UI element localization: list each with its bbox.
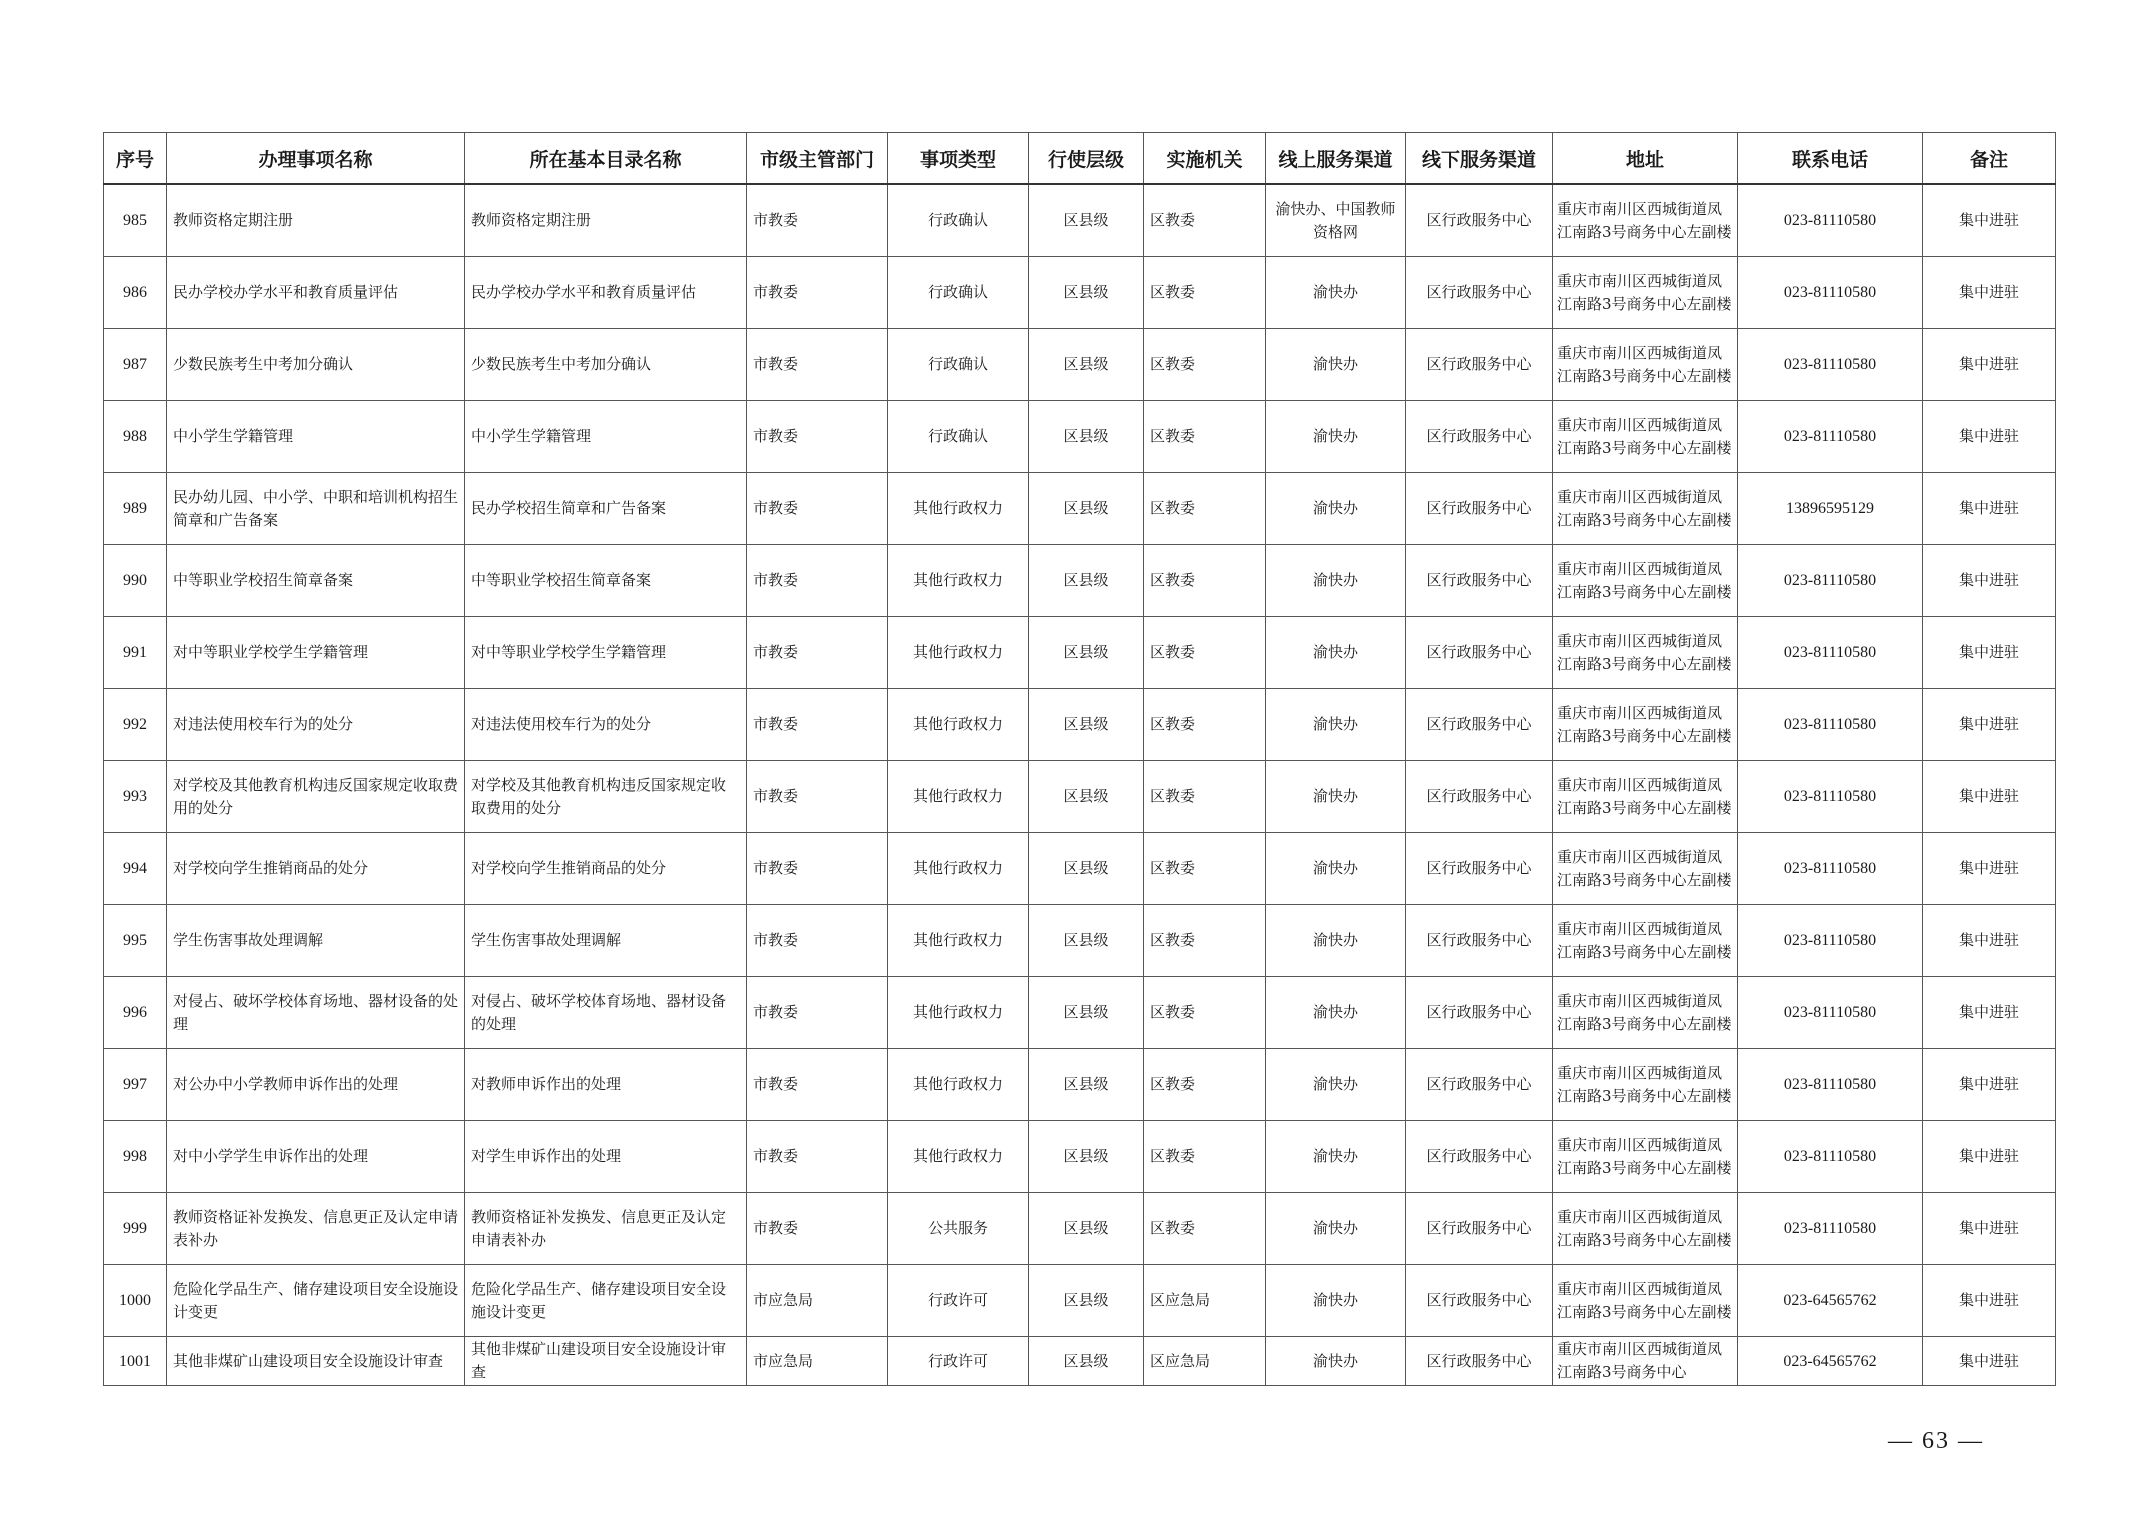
cell-online-channel: 渝快办 bbox=[1266, 1337, 1406, 1386]
cell-remark: 集中进驻 bbox=[1923, 329, 2056, 401]
cell-agency: 区教委 bbox=[1144, 329, 1266, 401]
cell-address: 重庆市南川区西城街道凤江南路3号商务中心左副楼 bbox=[1553, 977, 1738, 1049]
cell-city-dept: 市教委 bbox=[747, 833, 888, 905]
cell-city-dept: 市应急局 bbox=[747, 1337, 888, 1386]
cell-no: 993 bbox=[104, 761, 167, 833]
cell-remark: 集中进驻 bbox=[1923, 1121, 2056, 1193]
cell-remark: 集中进驻 bbox=[1923, 545, 2056, 617]
cell-item-type: 其他行政权力 bbox=[888, 545, 1029, 617]
cell-remark: 集中进驻 bbox=[1923, 689, 2056, 761]
cell-no: 1001 bbox=[104, 1337, 167, 1386]
cell-catalog-name: 对学校及其他教育机构违反国家规定收取费用的处分 bbox=[465, 761, 747, 833]
cell-catalog-name: 对学生申诉作出的处理 bbox=[465, 1121, 747, 1193]
table-row bbox=[104, 1193, 2056, 1265]
cell-catalog-name: 危险化学品生产、储存建设项目安全设施设计变更 bbox=[465, 1265, 747, 1337]
cell-offline-channel: 区行政服务中心 bbox=[1406, 617, 1553, 689]
table-row bbox=[104, 689, 2056, 761]
cell-online-channel: 渝快办 bbox=[1266, 761, 1406, 833]
table-row bbox=[104, 545, 2056, 617]
cell-no: 998 bbox=[104, 1121, 167, 1193]
cell-remark: 集中进驻 bbox=[1923, 473, 2056, 545]
cell-catalog-name: 对违法使用校车行为的处分 bbox=[465, 689, 747, 761]
cell-phone: 023-81110580 bbox=[1738, 833, 1923, 905]
cell-phone: 023-81110580 bbox=[1738, 977, 1923, 1049]
cell-level: 区县级 bbox=[1029, 1193, 1144, 1265]
cell-phone: 023-81110580 bbox=[1738, 905, 1923, 977]
cell-no: 997 bbox=[104, 1049, 167, 1121]
header-address: 地址 bbox=[1553, 133, 1738, 185]
cell-no: 985 bbox=[104, 184, 167, 257]
cell-city-dept: 市教委 bbox=[747, 689, 888, 761]
table-row bbox=[104, 1121, 2056, 1193]
cell-item-name: 对中等职业学校学生学籍管理 bbox=[167, 617, 465, 689]
cell-item-name: 少数民族考生中考加分确认 bbox=[167, 329, 465, 401]
cell-offline-channel: 区行政服务中心 bbox=[1406, 401, 1553, 473]
cell-agency: 区教委 bbox=[1144, 833, 1266, 905]
cell-city-dept: 市教委 bbox=[747, 1049, 888, 1121]
cell-item-type: 其他行政权力 bbox=[888, 689, 1029, 761]
cell-online-channel: 渝快办、中国教师资格网 bbox=[1266, 184, 1406, 257]
cell-level: 区县级 bbox=[1029, 689, 1144, 761]
cell-address: 重庆市南川区西城街道凤江南路3号商务中心左副楼 bbox=[1553, 473, 1738, 545]
cell-online-channel: 渝快办 bbox=[1266, 401, 1406, 473]
cell-offline-channel: 区行政服务中心 bbox=[1406, 184, 1553, 257]
cell-city-dept: 市教委 bbox=[747, 401, 888, 473]
cell-phone: 023-64565762 bbox=[1738, 1337, 1923, 1386]
cell-address: 重庆市南川区西城街道凤江南路3号商务中心左副楼 bbox=[1553, 257, 1738, 329]
cell-online-channel: 渝快办 bbox=[1266, 1193, 1406, 1265]
cell-city-dept: 市教委 bbox=[747, 977, 888, 1049]
header-no: 序号 bbox=[104, 133, 167, 185]
cell-item-name: 对违法使用校车行为的处分 bbox=[167, 689, 465, 761]
cell-online-channel: 渝快办 bbox=[1266, 977, 1406, 1049]
cell-online-channel: 渝快办 bbox=[1266, 905, 1406, 977]
cell-offline-channel: 区行政服务中心 bbox=[1406, 1193, 1553, 1265]
cell-address: 重庆市南川区西城街道凤江南路3号商务中心 bbox=[1553, 1337, 1738, 1386]
table-row bbox=[104, 1265, 2056, 1337]
table-row bbox=[104, 761, 2056, 833]
cell-item-type: 其他行政权力 bbox=[888, 1049, 1029, 1121]
cell-address: 重庆市南川区西城街道凤江南路3号商务中心左副楼 bbox=[1553, 689, 1738, 761]
cell-level: 区县级 bbox=[1029, 257, 1144, 329]
table-row bbox=[104, 905, 2056, 977]
cell-offline-channel: 区行政服务中心 bbox=[1406, 761, 1553, 833]
cell-catalog-name: 中小学生学籍管理 bbox=[465, 401, 747, 473]
cell-offline-channel: 区行政服务中心 bbox=[1406, 473, 1553, 545]
cell-level: 区县级 bbox=[1029, 977, 1144, 1049]
cell-item-name: 教师资格证补发换发、信息更正及认定申请表补办 bbox=[167, 1193, 465, 1265]
cell-offline-channel: 区行政服务中心 bbox=[1406, 257, 1553, 329]
cell-agency: 区教委 bbox=[1144, 1193, 1266, 1265]
cell-agency: 区教委 bbox=[1144, 401, 1266, 473]
cell-level: 区县级 bbox=[1029, 1265, 1144, 1337]
cell-item-name: 对侵占、破坏学校体育场地、器材设备的处理 bbox=[167, 977, 465, 1049]
cell-online-channel: 渝快办 bbox=[1266, 545, 1406, 617]
cell-offline-channel: 区行政服务中心 bbox=[1406, 689, 1553, 761]
cell-agency: 区教委 bbox=[1144, 689, 1266, 761]
cell-item-type: 行政许可 bbox=[888, 1265, 1029, 1337]
cell-remark: 集中进驻 bbox=[1923, 1337, 2056, 1386]
cell-address: 重庆市南川区西城街道凤江南路3号商务中心左副楼 bbox=[1553, 329, 1738, 401]
cell-agency: 区教委 bbox=[1144, 905, 1266, 977]
cell-offline-channel: 区行政服务中心 bbox=[1406, 905, 1553, 977]
cell-phone: 023-81110580 bbox=[1738, 1193, 1923, 1265]
cell-remark: 集中进驻 bbox=[1923, 1193, 2056, 1265]
cell-offline-channel: 区行政服务中心 bbox=[1406, 1121, 1553, 1193]
cell-city-dept: 市教委 bbox=[747, 257, 888, 329]
cell-catalog-name: 学生伤害事故处理调解 bbox=[465, 905, 747, 977]
cell-agency: 区教委 bbox=[1144, 617, 1266, 689]
cell-remark: 集中进驻 bbox=[1923, 401, 2056, 473]
table-row bbox=[104, 977, 2056, 1049]
cell-level: 区县级 bbox=[1029, 1049, 1144, 1121]
table-row bbox=[104, 833, 2056, 905]
cell-no: 995 bbox=[104, 905, 167, 977]
cell-no: 990 bbox=[104, 545, 167, 617]
cell-level: 区县级 bbox=[1029, 833, 1144, 905]
cell-item-name: 危险化学品生产、储存建设项目安全设施设计变更 bbox=[167, 1265, 465, 1337]
cell-level: 区县级 bbox=[1029, 545, 1144, 617]
cell-city-dept: 市教委 bbox=[747, 1193, 888, 1265]
cell-item-type: 其他行政权力 bbox=[888, 761, 1029, 833]
cell-agency: 区应急局 bbox=[1144, 1265, 1266, 1337]
cell-city-dept: 市应急局 bbox=[747, 1265, 888, 1337]
cell-item-name: 教师资格定期注册 bbox=[167, 184, 465, 257]
header-online-channel: 线上服务渠道 bbox=[1266, 133, 1406, 185]
cell-no: 999 bbox=[104, 1193, 167, 1265]
cell-item-type: 行政确认 bbox=[888, 329, 1029, 401]
cell-offline-channel: 区行政服务中心 bbox=[1406, 977, 1553, 1049]
cell-remark: 集中进驻 bbox=[1923, 833, 2056, 905]
cell-catalog-name: 民办学校招生简章和广告备案 bbox=[465, 473, 747, 545]
cell-catalog-name: 民办学校办学水平和教育质量评估 bbox=[465, 257, 747, 329]
table-row bbox=[104, 401, 2056, 473]
cell-city-dept: 市教委 bbox=[747, 184, 888, 257]
cell-agency: 区教委 bbox=[1144, 257, 1266, 329]
cell-phone: 023-81110580 bbox=[1738, 545, 1923, 617]
cell-city-dept: 市教委 bbox=[747, 617, 888, 689]
cell-remark: 集中进驻 bbox=[1923, 1265, 2056, 1337]
cell-online-channel: 渝快办 bbox=[1266, 1049, 1406, 1121]
cell-item-name: 民办学校办学水平和教育质量评估 bbox=[167, 257, 465, 329]
table-row bbox=[104, 473, 2056, 545]
cell-phone: 023-81110580 bbox=[1738, 1121, 1923, 1193]
cell-no: 986 bbox=[104, 257, 167, 329]
cell-catalog-name: 教师资格证补发换发、信息更正及认定申请表补办 bbox=[465, 1193, 747, 1265]
cell-level: 区县级 bbox=[1029, 473, 1144, 545]
cell-city-dept: 市教委 bbox=[747, 761, 888, 833]
cell-agency: 区教委 bbox=[1144, 1049, 1266, 1121]
cell-catalog-name: 其他非煤矿山建设项目安全设施设计审查 bbox=[465, 1337, 747, 1386]
cell-address: 重庆市南川区西城街道凤江南路3号商务中心左副楼 bbox=[1553, 1121, 1738, 1193]
cell-offline-channel: 区行政服务中心 bbox=[1406, 329, 1553, 401]
cell-level: 区县级 bbox=[1029, 184, 1144, 257]
cell-item-name: 对学校及其他教育机构违反国家规定收取费用的处分 bbox=[167, 761, 465, 833]
cell-item-type: 其他行政权力 bbox=[888, 617, 1029, 689]
cell-address: 重庆市南川区西城街道凤江南路3号商务中心左副楼 bbox=[1553, 1049, 1738, 1121]
header-remark: 备注 bbox=[1923, 133, 2056, 185]
header-row bbox=[104, 133, 2056, 185]
header-agency: 实施机关 bbox=[1144, 133, 1266, 185]
cell-item-type: 公共服务 bbox=[888, 1193, 1029, 1265]
cell-offline-channel: 区行政服务中心 bbox=[1406, 833, 1553, 905]
cell-item-name: 对学校向学生推销商品的处分 bbox=[167, 833, 465, 905]
cell-catalog-name: 少数民族考生中考加分确认 bbox=[465, 329, 747, 401]
page-number: — 63 — bbox=[1888, 1428, 1984, 1454]
cell-item-name: 对公办中小学教师申诉作出的处理 bbox=[167, 1049, 465, 1121]
cell-item-type: 行政确认 bbox=[888, 184, 1029, 257]
cell-remark: 集中进驻 bbox=[1923, 184, 2056, 257]
cell-phone: 023-81110580 bbox=[1738, 401, 1923, 473]
header-offline-channel: 线下服务渠道 bbox=[1406, 133, 1553, 185]
cell-phone: 023-81110580 bbox=[1738, 689, 1923, 761]
table-row bbox=[104, 329, 2056, 401]
cell-online-channel: 渝快办 bbox=[1266, 617, 1406, 689]
cell-offline-channel: 区行政服务中心 bbox=[1406, 1337, 1553, 1386]
cell-item-type: 其他行政权力 bbox=[888, 473, 1029, 545]
cell-no: 991 bbox=[104, 617, 167, 689]
cell-phone: 023-81110580 bbox=[1738, 1049, 1923, 1121]
cell-city-dept: 市教委 bbox=[747, 473, 888, 545]
header-catalog-name: 所在基本目录名称 bbox=[465, 133, 747, 185]
cell-catalog-name: 对中等职业学校学生学籍管理 bbox=[465, 617, 747, 689]
cell-address: 重庆市南川区西城街道凤江南路3号商务中心左副楼 bbox=[1553, 545, 1738, 617]
table-row bbox=[104, 257, 2056, 329]
cell-address: 重庆市南川区西城街道凤江南路3号商务中心左副楼 bbox=[1553, 1193, 1738, 1265]
cell-address: 重庆市南川区西城街道凤江南路3号商务中心左副楼 bbox=[1553, 1265, 1738, 1337]
table-row bbox=[104, 184, 2056, 257]
cell-level: 区县级 bbox=[1029, 617, 1144, 689]
cell-online-channel: 渝快办 bbox=[1266, 1265, 1406, 1337]
cell-item-name: 学生伤害事故处理调解 bbox=[167, 905, 465, 977]
cell-item-type: 其他行政权力 bbox=[888, 905, 1029, 977]
header-item-name: 办理事项名称 bbox=[167, 133, 465, 185]
cell-item-name: 对中小学学生申诉作出的处理 bbox=[167, 1121, 465, 1193]
cell-online-channel: 渝快办 bbox=[1266, 329, 1406, 401]
table-row bbox=[104, 1049, 2056, 1121]
header-city-dept: 市级主管部门 bbox=[747, 133, 888, 185]
cell-agency: 区教委 bbox=[1144, 473, 1266, 545]
cell-phone: 023-81110580 bbox=[1738, 257, 1923, 329]
cell-offline-channel: 区行政服务中心 bbox=[1406, 545, 1553, 617]
cell-phone: 023-81110580 bbox=[1738, 761, 1923, 833]
cell-phone: 023-81110580 bbox=[1738, 329, 1923, 401]
cell-agency: 区教委 bbox=[1144, 1121, 1266, 1193]
cell-address: 重庆市南川区西城街道凤江南路3号商务中心左副楼 bbox=[1553, 833, 1738, 905]
cell-item-name: 其他非煤矿山建设项目安全设施设计审查 bbox=[167, 1337, 465, 1386]
cell-agency: 区教委 bbox=[1144, 184, 1266, 257]
cell-address: 重庆市南川区西城街道凤江南路3号商务中心左副楼 bbox=[1553, 761, 1738, 833]
cell-item-type: 其他行政权力 bbox=[888, 833, 1029, 905]
cell-item-name: 中小学生学籍管理 bbox=[167, 401, 465, 473]
cell-online-channel: 渝快办 bbox=[1266, 833, 1406, 905]
cell-no: 1000 bbox=[104, 1265, 167, 1337]
cell-city-dept: 市教委 bbox=[747, 329, 888, 401]
cell-phone: 023-81110580 bbox=[1738, 617, 1923, 689]
cell-no: 988 bbox=[104, 401, 167, 473]
cell-remark: 集中进驻 bbox=[1923, 617, 2056, 689]
cell-offline-channel: 区行政服务中心 bbox=[1406, 1265, 1553, 1337]
cell-item-name: 中等职业学校招生简章备案 bbox=[167, 545, 465, 617]
cell-no: 992 bbox=[104, 689, 167, 761]
cell-item-type: 行政确认 bbox=[888, 401, 1029, 473]
cell-level: 区县级 bbox=[1029, 329, 1144, 401]
cell-remark: 集中进驻 bbox=[1923, 905, 2056, 977]
cell-city-dept: 市教委 bbox=[747, 545, 888, 617]
cell-online-channel: 渝快办 bbox=[1266, 257, 1406, 329]
cell-no: 987 bbox=[104, 329, 167, 401]
cell-phone: 13896595129 bbox=[1738, 473, 1923, 545]
cell-city-dept: 市教委 bbox=[747, 905, 888, 977]
cell-remark: 集中进驻 bbox=[1923, 257, 2056, 329]
cell-item-type: 其他行政权力 bbox=[888, 977, 1029, 1049]
cell-catalog-name: 对学校向学生推销商品的处分 bbox=[465, 833, 747, 905]
cell-address: 重庆市南川区西城街道凤江南路3号商务中心左副楼 bbox=[1553, 401, 1738, 473]
cell-level: 区县级 bbox=[1029, 401, 1144, 473]
service-items-table bbox=[103, 132, 2056, 1386]
cell-item-name: 民办幼儿园、中小学、中职和培训机构招生简章和广告备案 bbox=[167, 473, 465, 545]
cell-agency: 区教委 bbox=[1144, 977, 1266, 1049]
cell-agency: 区教委 bbox=[1144, 761, 1266, 833]
header-level: 行使层级 bbox=[1029, 133, 1144, 185]
cell-online-channel: 渝快办 bbox=[1266, 1121, 1406, 1193]
cell-phone: 023-64565762 bbox=[1738, 1265, 1923, 1337]
cell-remark: 集中进驻 bbox=[1923, 761, 2056, 833]
cell-phone: 023-81110580 bbox=[1738, 184, 1923, 257]
cell-remark: 集中进驻 bbox=[1923, 977, 2056, 1049]
cell-online-channel: 渝快办 bbox=[1266, 689, 1406, 761]
cell-no: 996 bbox=[104, 977, 167, 1049]
cell-level: 区县级 bbox=[1029, 905, 1144, 977]
cell-no: 989 bbox=[104, 473, 167, 545]
header-phone: 联系电话 bbox=[1738, 133, 1923, 185]
cell-agency: 区教委 bbox=[1144, 545, 1266, 617]
header-item-type: 事项类型 bbox=[888, 133, 1029, 185]
cell-address: 重庆市南川区西城街道凤江南路3号商务中心左副楼 bbox=[1553, 617, 1738, 689]
cell-level: 区县级 bbox=[1029, 1121, 1144, 1193]
cell-catalog-name: 中等职业学校招生简章备案 bbox=[465, 545, 747, 617]
cell-level: 区县级 bbox=[1029, 761, 1144, 833]
cell-address: 重庆市南川区西城街道凤江南路3号商务中心左副楼 bbox=[1553, 905, 1738, 977]
cell-offline-channel: 区行政服务中心 bbox=[1406, 1049, 1553, 1121]
cell-catalog-name: 对教师申诉作出的处理 bbox=[465, 1049, 747, 1121]
cell-address: 重庆市南川区西城街道凤江南路3号商务中心左副楼 bbox=[1553, 184, 1738, 257]
cell-item-type: 行政许可 bbox=[888, 1337, 1029, 1386]
cell-no: 994 bbox=[104, 833, 167, 905]
cell-item-type: 行政确认 bbox=[888, 257, 1029, 329]
cell-catalog-name: 对侵占、破坏学校体育场地、器材设备的处理 bbox=[465, 977, 747, 1049]
cell-remark: 集中进驻 bbox=[1923, 1049, 2056, 1121]
cell-catalog-name: 教师资格定期注册 bbox=[465, 184, 747, 257]
cell-city-dept: 市教委 bbox=[747, 1121, 888, 1193]
table-row bbox=[104, 1337, 2056, 1386]
table-row bbox=[104, 617, 2056, 689]
cell-online-channel: 渝快办 bbox=[1266, 473, 1406, 545]
cell-item-type: 其他行政权力 bbox=[888, 1121, 1029, 1193]
cell-level: 区县级 bbox=[1029, 1337, 1144, 1386]
cell-agency: 区应急局 bbox=[1144, 1337, 1266, 1386]
